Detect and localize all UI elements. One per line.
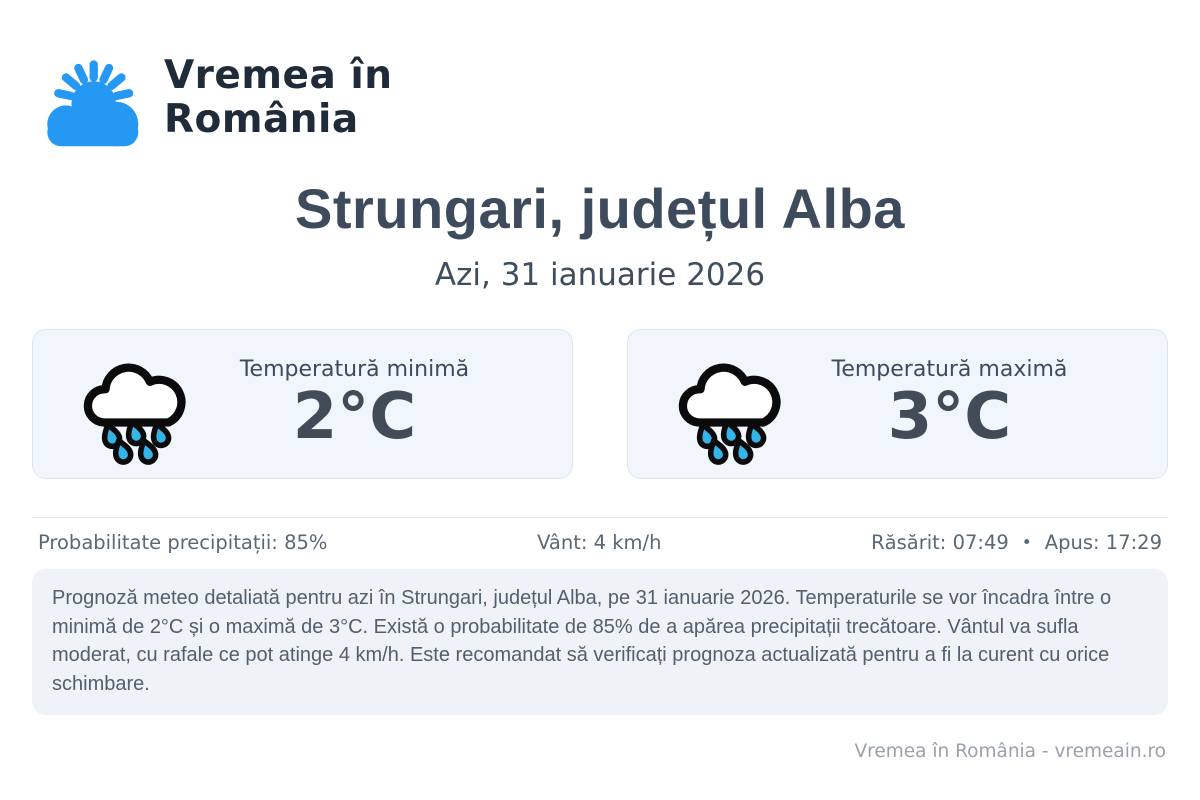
page-title: Strungari, județul Alba (295, 177, 905, 240)
rain-cloud-icon (75, 343, 197, 465)
brand-name (164, 54, 392, 141)
sunset-stat: Apus: 17:29 (1044, 531, 1162, 554)
max-temperature-card (627, 329, 1168, 479)
max-temperature-label: Temperatură maximă (831, 356, 1068, 382)
min-temperature-value: 2°C (292, 379, 417, 454)
wind-stat: Vânt: 4 km/h (537, 531, 662, 554)
brand-header (38, 0, 1168, 154)
max-temperature-content (792, 356, 1107, 454)
min-temperature-label: Temperatură minimă (239, 356, 470, 382)
stats-row (32, 531, 1168, 554)
brand-name-line1: Vremea în (164, 53, 393, 99)
temperature-cards (32, 329, 1168, 479)
forecast-description-box (32, 569, 1168, 715)
brand-name-line2: România (164, 97, 359, 142)
page-subtitle: Azi, 31 ianuarie 2026 (434, 257, 766, 293)
stats-divider (32, 517, 1168, 518)
bullet-separator: • (1021, 532, 1032, 553)
sun-times-stat (871, 531, 1162, 554)
min-temperature-card (32, 329, 573, 479)
sun-cloud-icon (38, 42, 142, 154)
weather-page (32, 0, 1168, 762)
max-temperature-value: 3°C (887, 379, 1012, 454)
forecast-description: Prognoză meteo detaliată pentru azi în Strungari, județul Alba, pe 31 ianuarie 2026. Temperaturile se vor încadra între o minimă de 2°C și o maximă de 3°C. Există o probabilitate de 85% de a apărea precipitații trecătoare. Vântul va sufla moderat, cu rafale ce pot atinge 4 km/h. Este recomandat să verificați prognoza actualizată pentru a fi la curent cu orice schimbare. (52, 587, 1112, 695)
rain-cloud-icon (670, 343, 792, 465)
precipitation-stat: Probabilitate precipitații: 85% (38, 531, 328, 554)
min-temperature-content (197, 356, 512, 454)
sunrise-stat: Răsărit: 07:49 (871, 531, 1009, 554)
footer-credit: Vremea în România - vremeain.ro (854, 741, 1166, 762)
